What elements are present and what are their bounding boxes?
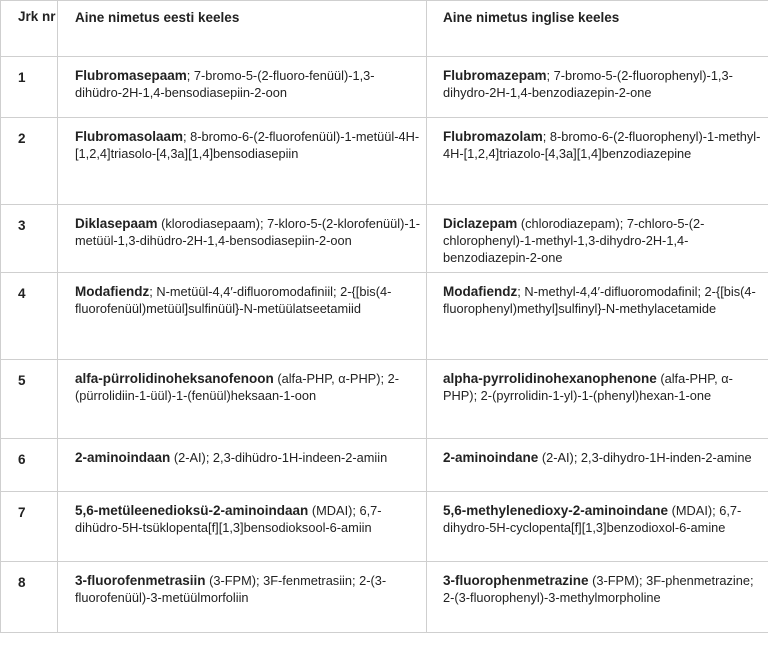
header-english-name bbox=[427, 1, 768, 57]
row-number-cell bbox=[1, 492, 58, 562]
estonian-name-cell bbox=[58, 57, 427, 118]
row-number-cell bbox=[1, 562, 58, 633]
estonian-name-cell bbox=[58, 562, 427, 633]
substance-detail-et: ; 8-bromo-6-(2-fluorofenüül)-1-metüül-4H-[1,2,4]triasolo-[4,3a][1,4]bensodiasepiin bbox=[75, 129, 420, 161]
row-number: 1 bbox=[18, 70, 26, 85]
header-estonian-label: Aine nimetus eesti keeles bbox=[75, 10, 240, 25]
table-header-row bbox=[1, 1, 768, 57]
table-row bbox=[1, 57, 768, 118]
substance-detail-et: (MDAI); 6,7-dihüdro-5H-tsüklopenta[f][1,3]bensodioksool-6-amiin bbox=[75, 503, 382, 535]
row-number: 8 bbox=[18, 575, 26, 590]
substance-detail-et: (alfa-PHP, α-PHP); 2-(pürrolidiin-1-üül)-1-(fenüül)heksaan-1-oon bbox=[75, 371, 399, 403]
substance-name-et: Flubromasolaam bbox=[75, 129, 184, 144]
substance-detail-et: (klorodiasepaam); 7-kloro-5-(2-klorofenüül)-1-metüül-1,3-dihüdro-2H-1,4-bensodiasepiin-2-oon bbox=[75, 216, 420, 248]
substance-detail-et: ; N-metüül-4,4′-difluoromodafiniil; 2-{[bis(4-fluorofenüül)metüül]sulfinüül}-N-metüülatseetamiid bbox=[75, 284, 392, 316]
english-name-cell bbox=[427, 492, 768, 562]
substance-name-et: Modafiendz bbox=[75, 284, 150, 299]
header-nr bbox=[1, 1, 58, 57]
english-name-cell bbox=[427, 57, 768, 118]
row-number-cell bbox=[1, 439, 58, 492]
substance-name-et: 3-fluorofenmetrasiin bbox=[75, 573, 206, 588]
substance-name-en: 3-fluorophenmetrazine bbox=[443, 573, 589, 588]
estonian-name-cell bbox=[58, 273, 427, 360]
english-name-cell bbox=[427, 273, 768, 360]
substance-name-en: Diclazepam bbox=[443, 216, 518, 231]
table-row bbox=[1, 118, 768, 205]
substance-name-et: Diklasepaam bbox=[75, 216, 158, 231]
row-number-cell bbox=[1, 205, 58, 273]
substance-name-et: 5,6-metüleenedioksü-2-aminoindaan bbox=[75, 503, 309, 518]
header-estonian-name bbox=[58, 1, 427, 57]
row-number: 7 bbox=[18, 505, 26, 520]
estonian-name-cell bbox=[58, 205, 427, 273]
row-number-cell bbox=[1, 118, 58, 205]
estonian-name-cell bbox=[58, 118, 427, 205]
substance-name-en: Flubromazepam bbox=[443, 68, 547, 83]
english-name-cell bbox=[427, 205, 768, 273]
row-number: 5 bbox=[18, 373, 26, 388]
substance-detail-en: ; 7-bromo-5-(2-fluorophenyl)-1,3-dihydro-2H-1,4-benzodiazepin-2-one bbox=[443, 68, 733, 100]
row-number: 6 bbox=[18, 452, 26, 467]
substance-name-et: 2-aminoindaan bbox=[75, 450, 171, 465]
table-row bbox=[1, 273, 768, 360]
row-number-cell bbox=[1, 57, 58, 118]
english-name-cell bbox=[427, 360, 768, 439]
substance-name-en: 2-aminoindane bbox=[443, 450, 539, 465]
estonian-name-cell bbox=[58, 360, 427, 439]
row-number: 2 bbox=[18, 131, 26, 146]
row-number: 3 bbox=[18, 218, 26, 233]
substance-detail-et: (2-AI); 2,3-dihüdro-1H-indeen-2-amiin bbox=[170, 450, 388, 465]
substance-detail-et: ; 7-bromo-5-(2-fluoro-fenüül)-1,3-dihüdro-2H-1,4-bensodiasepiin-2-oon bbox=[75, 68, 375, 100]
substance-detail-en: (3-FPM); 3F-phenmetrazine; 2-(3-fluorophenyl)-3-methylmorpholine bbox=[443, 573, 754, 605]
substance-detail-en: (alfa-PHP, α-PHP); 2-(pyrrolidin-1-yl)-1-(phenyl)hexan-1-one bbox=[443, 371, 733, 403]
substance-detail-et: (3-FPM); 3F-fenmetrasiin; 2-(3-fluorofenüül)-3-metüülmorfoliin bbox=[75, 573, 387, 605]
table-row bbox=[1, 492, 768, 562]
substance-detail-en: ; N-methyl-4,4′-difluoromodafinil; 2-{[bis(4-fluorophenyl)methyl]sulfinyl}-N-methylacetamide bbox=[443, 284, 756, 316]
substance-name-en: alpha-pyrrolidinohexanophenone bbox=[443, 371, 657, 386]
substance-name-et: Flubromasepaam bbox=[75, 68, 187, 83]
header-nr-label: Jrk nr bbox=[18, 9, 56, 24]
substance-detail-en: (chlorodiazepam); 7-chloro-5-(2-chlorophenyl)-1-methyl-1,3-dihydro-2H-1,4-benzodiazepin-2-one bbox=[443, 216, 705, 265]
table-row bbox=[1, 205, 768, 273]
table-row bbox=[1, 360, 768, 439]
row-number: 4 bbox=[18, 286, 26, 301]
table-row bbox=[1, 562, 768, 633]
english-name-cell bbox=[427, 439, 768, 492]
substance-detail-en: (MDAI); 6,7-dihydro-5H-cyclopenta[f][1,3]benzodioxol-6-amine bbox=[443, 503, 742, 535]
estonian-name-cell bbox=[58, 492, 427, 562]
row-number-cell bbox=[1, 360, 58, 439]
substance-detail-en: (2-AI); 2,3-dihydro-1H-inden-2-amine bbox=[538, 450, 752, 465]
substance-detail-en: ; 8-bromo-6-(2-fluorophenyl)-1-methyl-4H-[1,2,4]triazolo-[4,3a][1,4]benzodiazepine bbox=[443, 129, 761, 161]
estonian-name-cell bbox=[58, 439, 427, 492]
english-name-cell bbox=[427, 562, 768, 633]
english-name-cell bbox=[427, 118, 768, 205]
substance-name-en: Modafiendz bbox=[443, 284, 518, 299]
header-english-label: Aine nimetus inglise keeles bbox=[443, 10, 620, 25]
substance-name-en: 5,6-methylenedioxy-2-aminoindane bbox=[443, 503, 669, 518]
substance-name-et: alfa-pürrolidinoheksanofenoon bbox=[75, 371, 274, 386]
table-row bbox=[1, 439, 768, 492]
substance-name-en: Flubromazolam bbox=[443, 129, 543, 144]
row-number-cell bbox=[1, 273, 58, 360]
